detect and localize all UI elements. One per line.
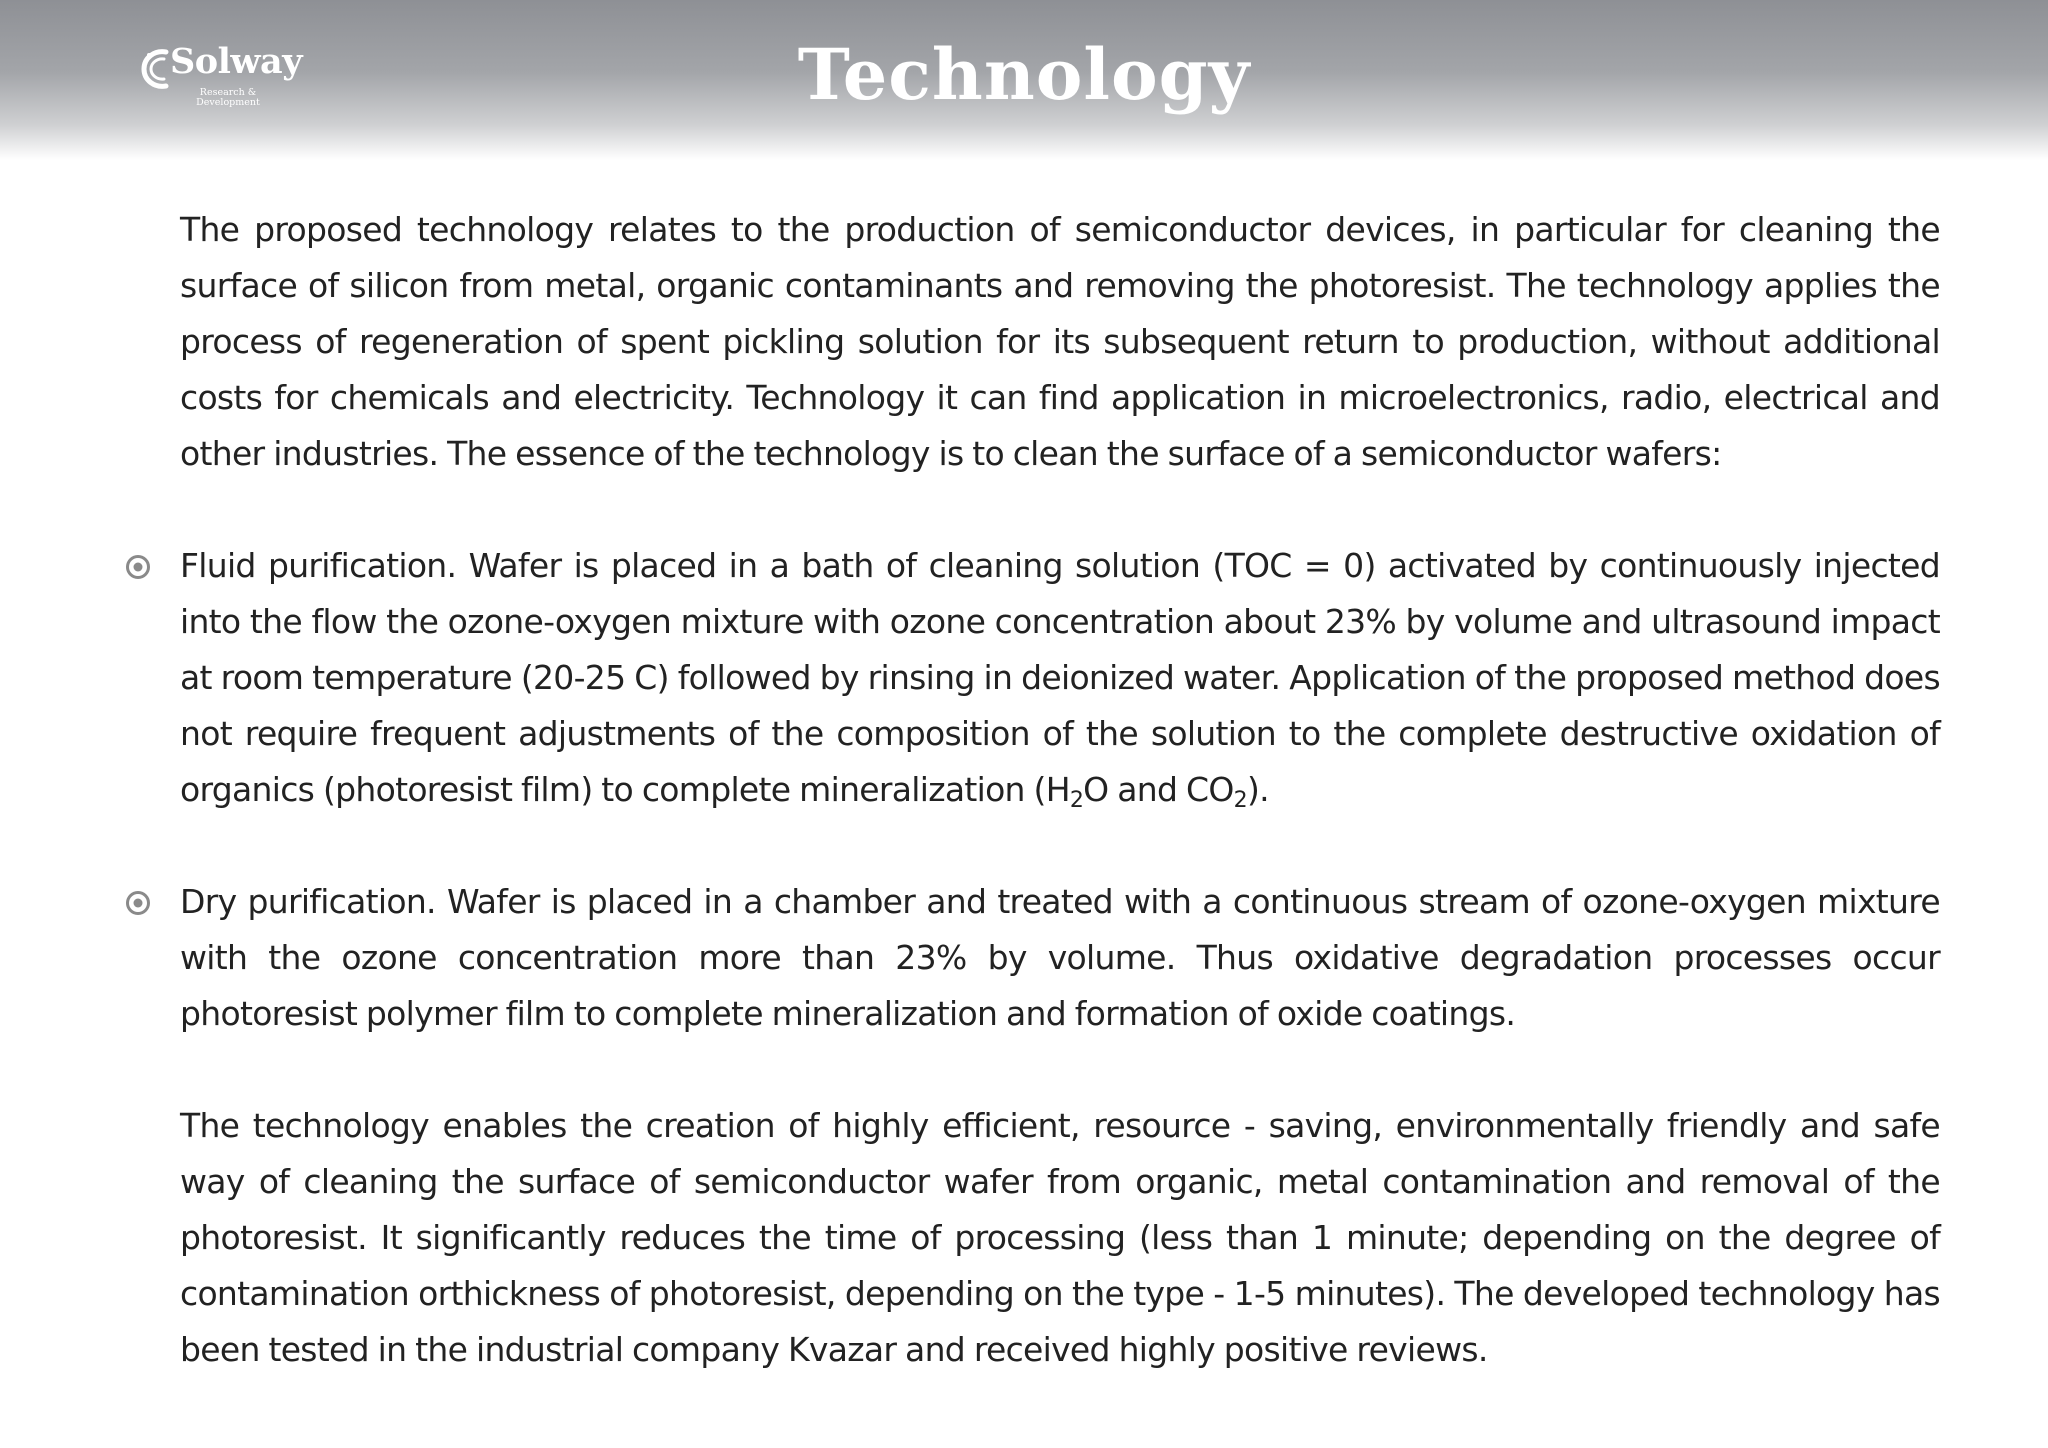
bullet-text: O and CO — [1083, 770, 1234, 809]
intro-paragraph: The proposed technology relates to the production of semiconductor devices, in particular for cleaning the surface of silicon from metal, organic contaminants and removing the photoresist. The technology applies the process of regeneration of spent pickling solution for its subsequent return to production, without additional costs for chemicals and electricity. Technology it can find application in microelectronics, radio, electrical and other industries. The essence of the technology is to clean the surface of a semiconductor wafers: — [180, 210, 1940, 473]
bullet-item-fluid-purification — [180, 538, 1940, 818]
main-content — [180, 202, 1940, 1378]
page-header — [0, 0, 2048, 160]
bullet-text: ). — [1246, 770, 1269, 809]
logo-subtitle-line: Development — [196, 97, 260, 108]
circled-dot-icon — [125, 554, 151, 580]
conclusion-paragraph: The technology enables the creation of highly efficient, resource - saving, environmentally friendly and safe way of cleaning the surface of semiconductor wafer from organic, metal contamination and removal of the photoresist. It significantly reduces the time of processing (less than 1 minute; depending on the degree of contamination orthickness of photoresist, depending on the type - 1-5 minutes). The developed technology has been tested in the industrial company Kvazar and received highly positive reviews. — [180, 1106, 1940, 1369]
logo-wordmark: Solway — [170, 41, 303, 82]
bullet-text: Fluid purification. Wafer is placed in a bath of cleaning solution (TOC = 0) activated by continuously injected into the flow the ozone-oxygen mixture with ozone concentration about 23% by volume and ultrasound impact at room temperature (20-25 C) followed by rinsing in deionized water. Application of the proposed method does not require frequent adjustments of the composition of the solution to the complete destructive oxidation of organics (photoresist film) to complete mineralization (H — [180, 546, 1940, 809]
subscript: 2 — [1233, 788, 1247, 813]
page-title: Technology — [797, 33, 1251, 116]
circled-dot-icon — [125, 890, 151, 916]
bullet-text: Dry purification. Wafer is placed in a chamber and treated with a continuous stream of ozone-oxygen mixture with the ozone concentration more than 23% by volume. Thus oxidative degradation processes occur photoresist polymer film to complete mineralization and formation of oxide coatings. — [180, 882, 1940, 1033]
logo-subtitle-line: Research & — [199, 87, 257, 98]
bullet-item-dry-purification — [180, 874, 1940, 1042]
subscript: 2 — [1069, 788, 1084, 813]
